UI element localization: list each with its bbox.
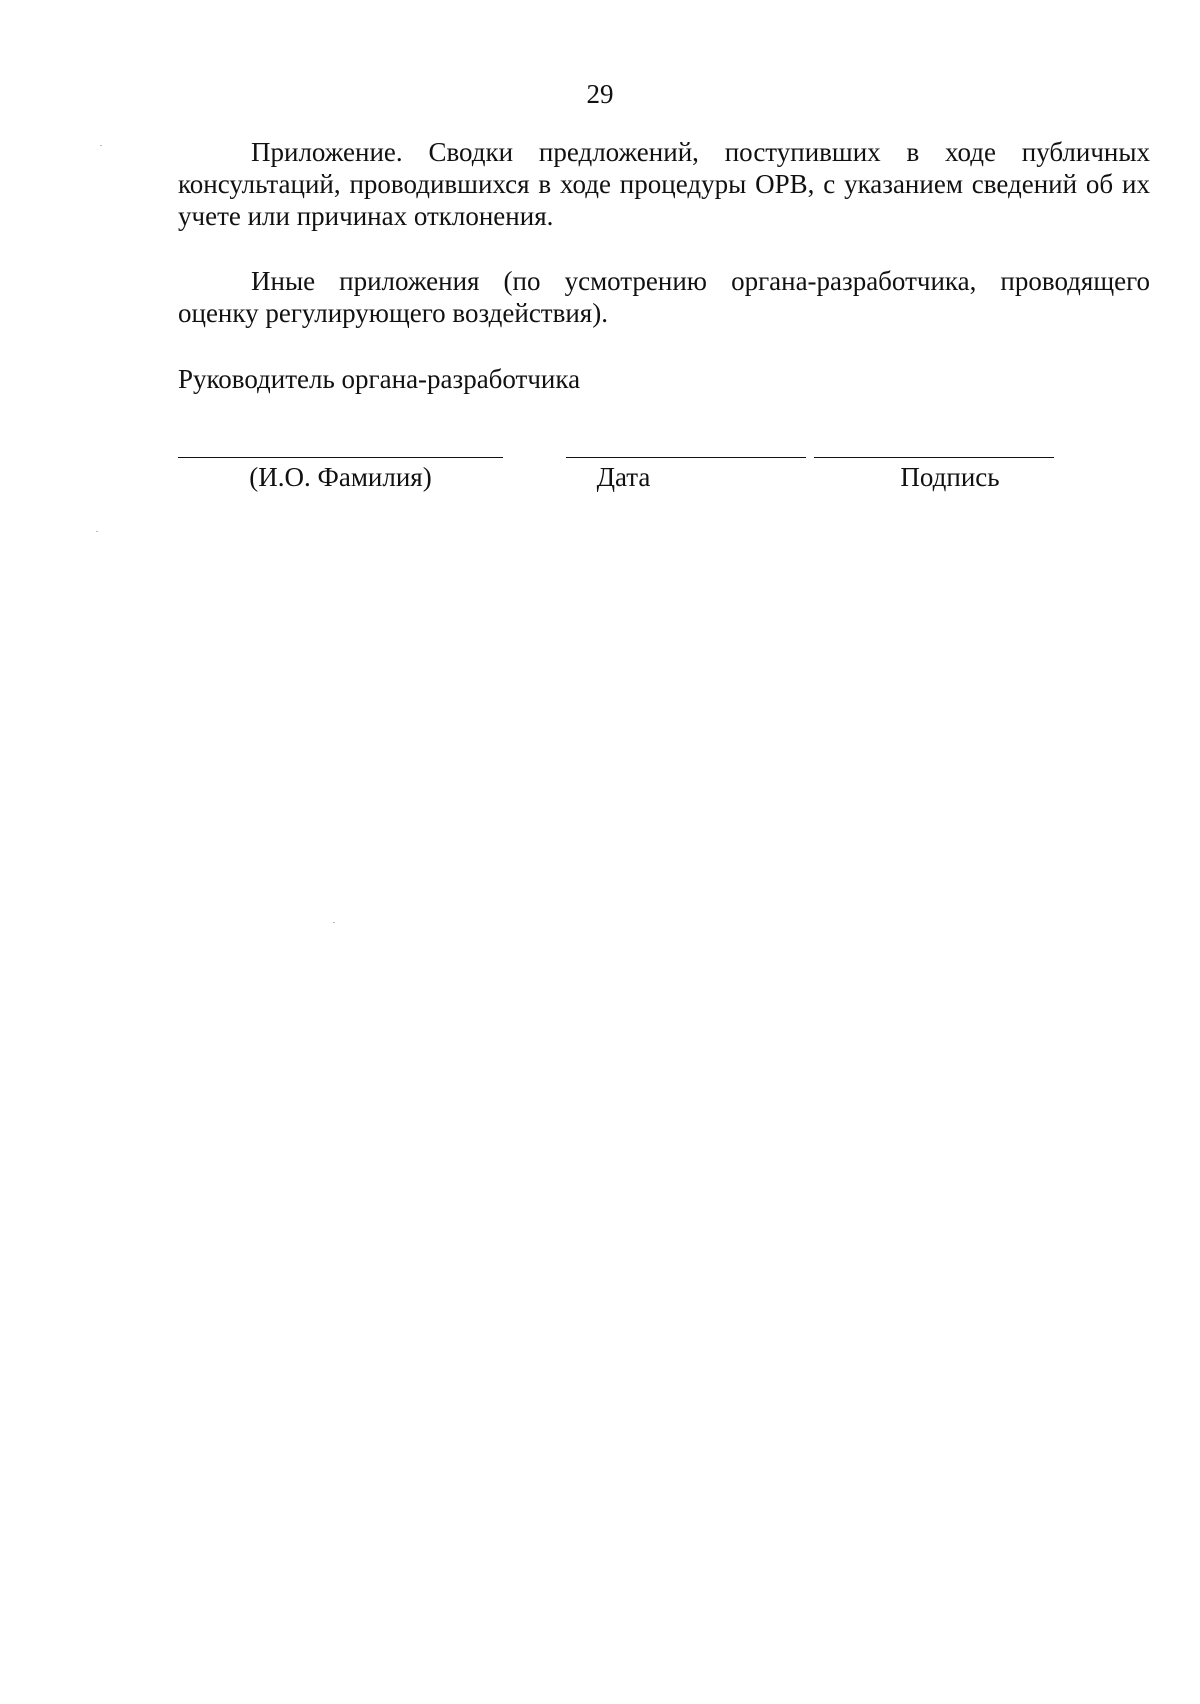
name-signature-line [178, 457, 503, 458]
date-signature-line [566, 457, 806, 458]
head-of-developer-label: Руководитель органа-разработчика [178, 364, 581, 394]
scan-speck [100, 145, 102, 146]
scan-speck [333, 922, 335, 923]
date-caption: Дата [596, 462, 651, 492]
page-number: 29 [586, 79, 614, 109]
paragraph-appendix-summary: Приложение. Сводки предложений, поступивших в ходе публичных консультаций, проводившихся в ходе процедуры ОРВ, с указанием сведений об их учете или причинах отклонения. [178, 137, 1150, 231]
scan-speck [96, 531, 98, 532]
sign-caption: Подпись [900, 462, 1000, 492]
name-caption: (И.О. Фамилия) [249, 462, 432, 492]
paragraph-other-appendices: Иные приложения (по усмотрению органа-разработчика, проводящего оценку регулирующего воздействия). [178, 266, 1150, 328]
sign-signature-line [814, 457, 1054, 458]
